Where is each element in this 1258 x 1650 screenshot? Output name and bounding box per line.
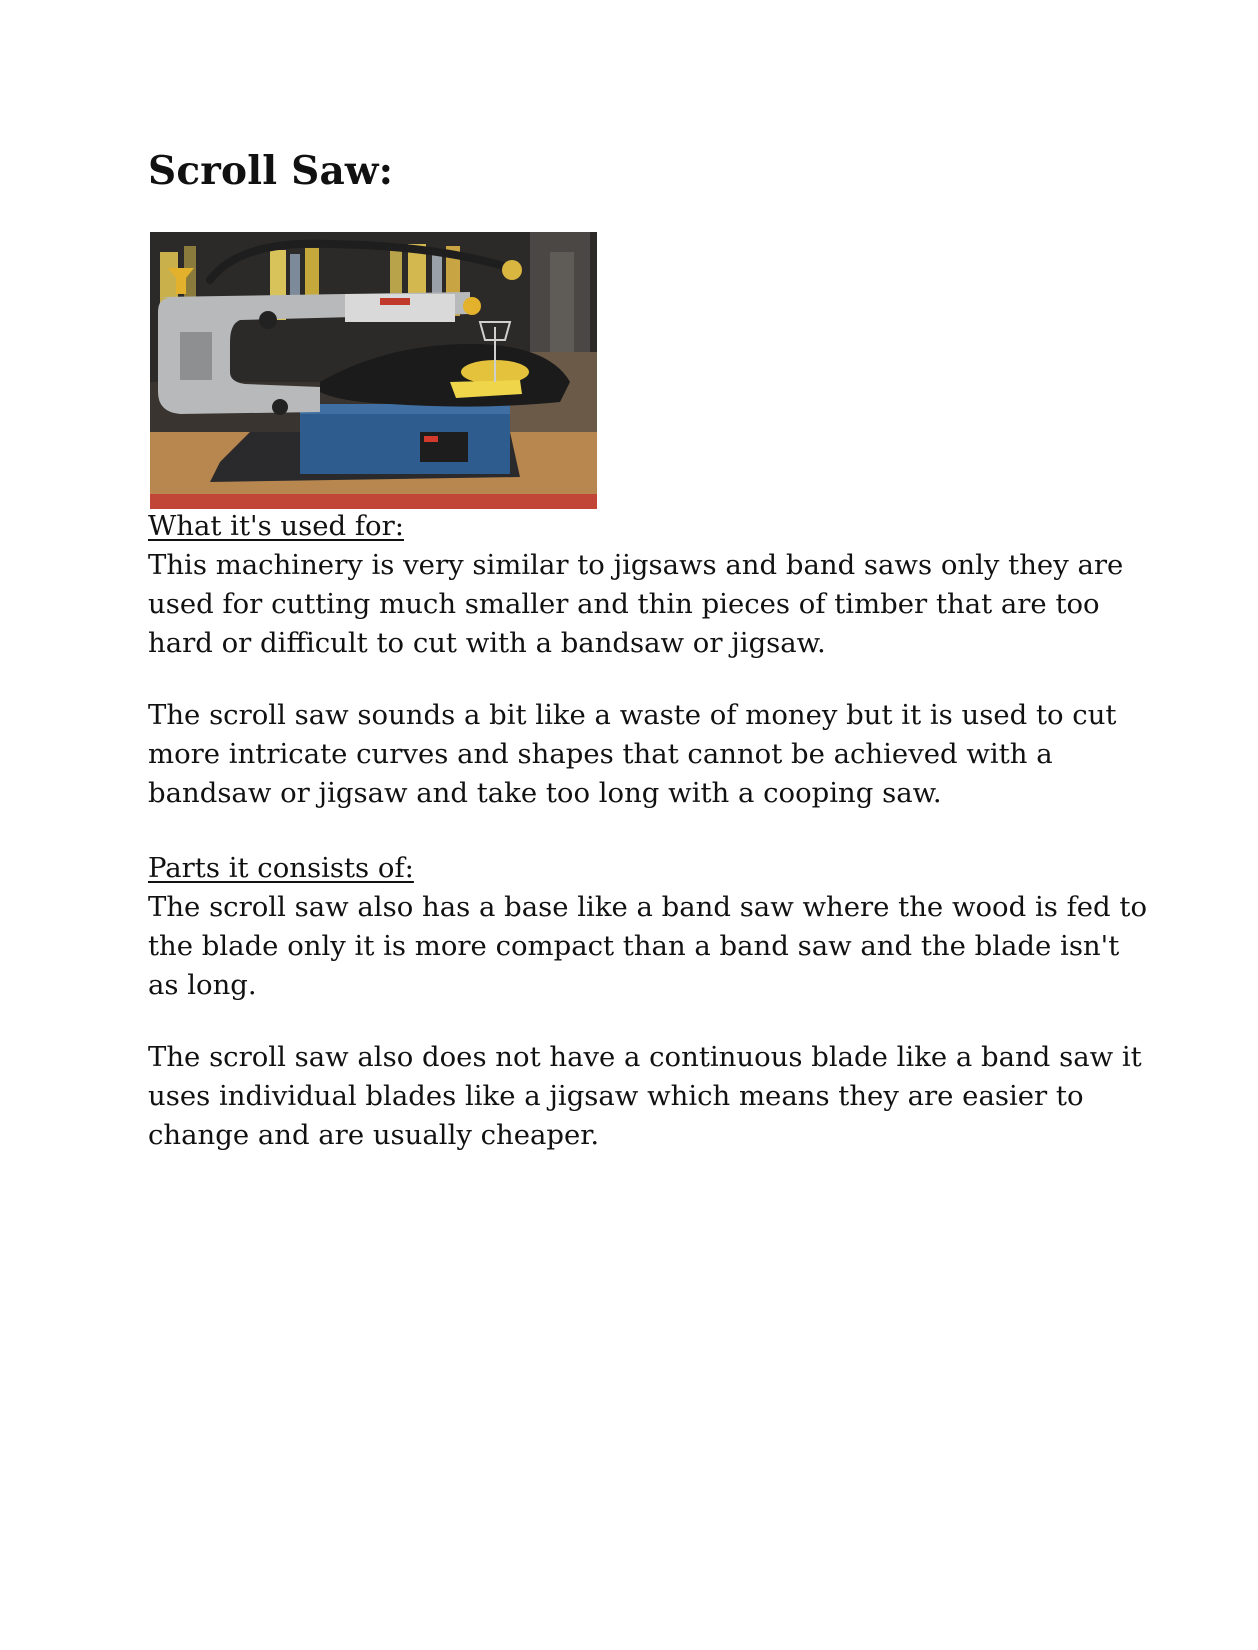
section-heading-parts: Parts it consists of: bbox=[148, 852, 414, 884]
paragraph-parts-1: The scroll saw also has a base like a band saw where the wood is fed to the blade only it is more compact than a band saw and the blade isn't as long. bbox=[148, 891, 1147, 1001]
page-title: Scroll Saw: bbox=[148, 148, 394, 194]
paragraph-used-for-2: The scroll saw sounds a bit like a waste of money but it is used to cut more intricate curves and shapes that cannot be achieved with a bandsaw or jigsaw and take too long with a cooping saw. bbox=[148, 699, 1117, 809]
scroll-saw-photo bbox=[150, 232, 597, 509]
paragraph-used-for-1: This machinery is very similar to jigsaws and band saws only they are used for cutting much smaller and thin pieces of timber that are too hard or difficult to cut with a bandsaw or jigsaw. bbox=[148, 549, 1124, 659]
section-heading-used-for: What it's used for: bbox=[148, 510, 405, 542]
paragraph-parts-2: The scroll saw also does not have a continuous blade like a band saw it uses individual blades like a jigsaw which means they are easier to change and are usually cheaper. bbox=[148, 1041, 1142, 1151]
